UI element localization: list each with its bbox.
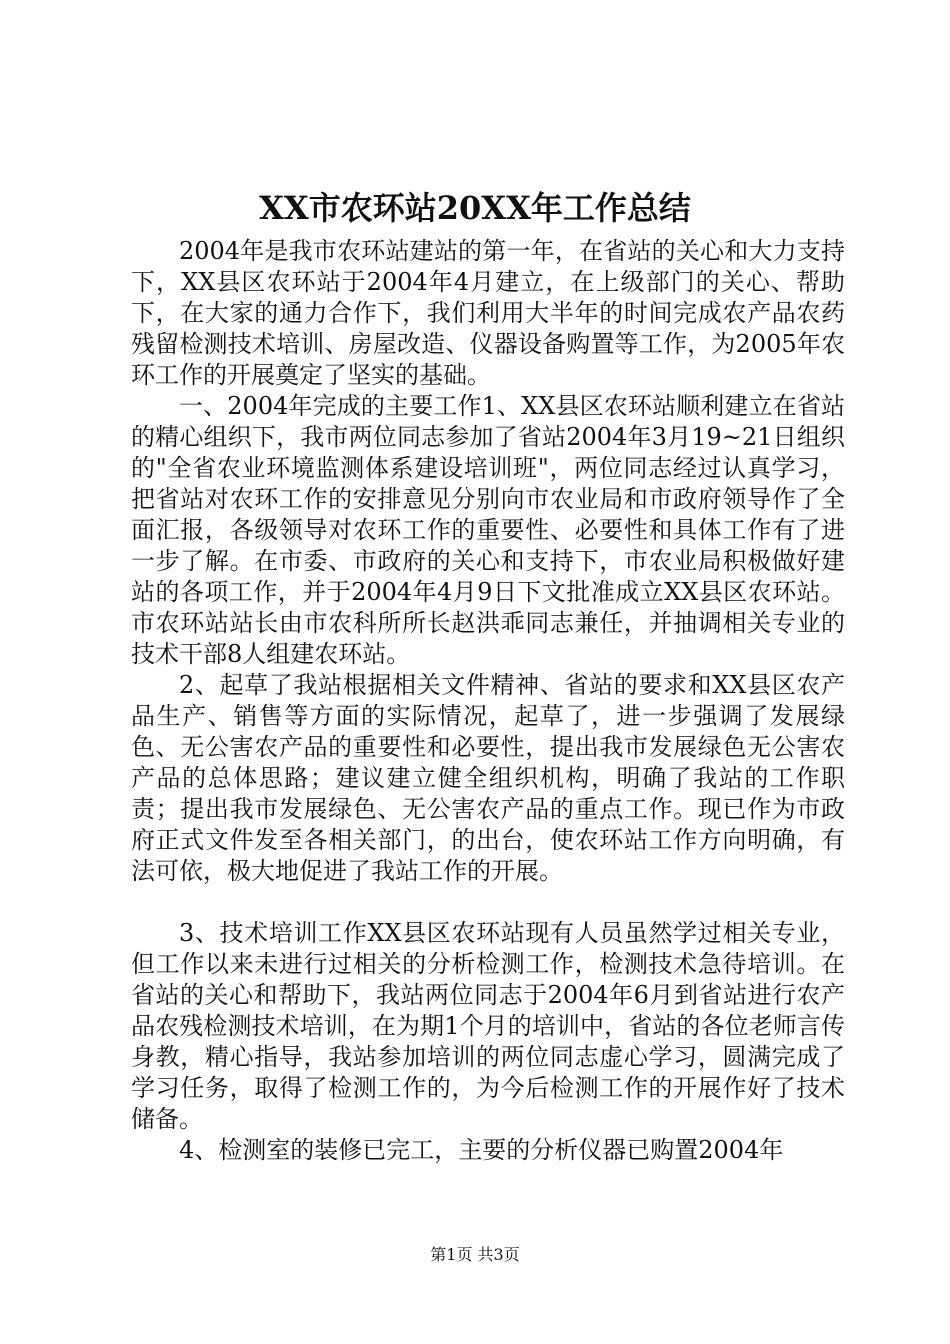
document-title: XX市农环站20XX年工作总结: [259, 189, 691, 227]
paragraph-section-4: 4、检测室的装修已完工，主要的分析仪器已购置2004年: [179, 1136, 784, 1164]
document-body: [131, 236, 845, 1166]
paragraph-section-3: 3、技术培训工作XX县区农环站现有人员虽然学过相关专业，但工作以来未进行过相关的分析检测工作，检测技术急待培训。在省站的关心和帮助下，我站两位同志于2004年6月到省站进行农产品农残检测技术培训，在为期1个月的培训中，省站的各位老师言传身教，精心指导，我站参加培训的两位同志虚心学习，圆满完成了学习任务，取得了检测工作的，为今后检测工作的开展作好了技术储备。: [131, 919, 845, 1133]
paragraph-intro: 2004年是我市农环站建站的第一年，在省站的关心和大力支持下，XX县区农环站于2004年4月建立，在上级部门的关心、帮助下，在大家的通力合作下，我们利用大半年的时间完成农产品农药残留检测技术培训、房屋改造、仪器设备购置等工作，为2005年农环工作的开展奠定了坚实的基础。: [131, 237, 845, 389]
paragraph-spacer: [131, 887, 845, 918]
paragraph-section-1: 一、2004年完成的主要工作1、XX县区农环站顺利建立在省站的精心组织下，我市两位同志参加了省站2004年3月19~21日组织的"全省农业环境监测体系建设培训班"，两位同志经过认真学习，把省站对农环工作的安排意见分别向市农业局和市政府领导作了全面汇报，各级领导对农环工作的重要性、必要性和具体工作有了进一步了解。在市委、市政府的关心和支持下，市农业局积极做好建站的各项工作，并于2004年4月9日下文批准成立XX县区农环站。市农环站站长由市农科所所长赵洪乖同志兼任，并抽调相关专业的技术干部8人组建农环站。: [131, 392, 845, 668]
paragraph-section-2: 2、起草了我站根据相关文件精神、省站的要求和XX县区农产品生产、销售等方面的实际情况，起草了，进一步强调了发展绿色、无公害农产品的重要性和必要性，提出我市发展绿色无公害农产品的总体思路；建议建立健全组织机构，明确了我站的工作职责；提出我市发展绿色、无公害农产品的重点工作。现已作为市政府正式文件发至各相关部门，的出台，使农环站工作方向明确，有法可依，极大地促进了我站工作的开展。: [131, 671, 845, 885]
page-footer: 第1页 共3页: [430, 1245, 520, 1264]
